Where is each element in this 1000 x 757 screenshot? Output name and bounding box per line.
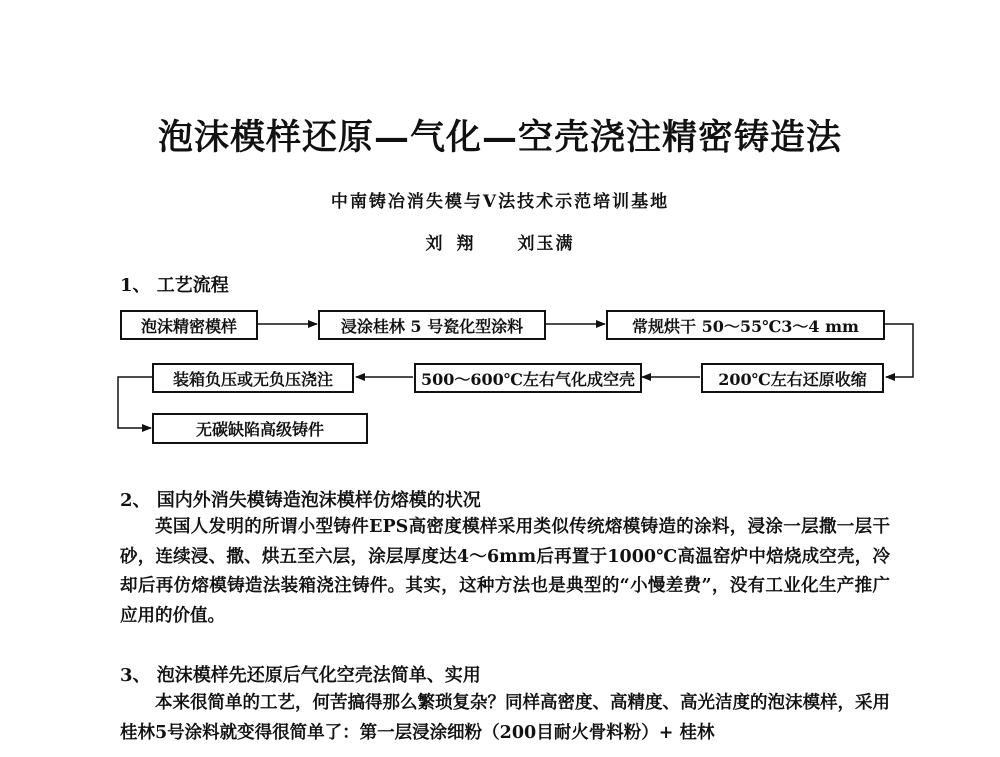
- section-2-heading: 2、 国内外消失模铸造泡沫模样仿熔模的状况: [120, 490, 481, 511]
- arrow-6-7: [118, 377, 152, 428]
- flow-step-4: 200℃左右还原收缩: [701, 363, 884, 393]
- affiliation: 中南铸冶消失模与V法技术示范培训基地: [330, 192, 670, 212]
- section-1-heading: 1、 工艺流程: [120, 275, 229, 296]
- section-2-paragraph: [120, 513, 890, 631]
- arrow-3-4: [885, 324, 913, 377]
- author-2: 刘玉满: [517, 234, 575, 254]
- paragraph-text: 本来很简单的工艺，何苦搞得那么繁琐复杂？同样高密度、高精度、高光洁度的泡沫模样，采用桂林5号涂料就变得很简单了：第一层浸涂细粉（200目耐火骨料粉）+ 桂林: [120, 693, 890, 743]
- page-title: 泡沫模样还原—气化—空壳浇注精密铸造法: [157, 117, 842, 158]
- flow-step-7: 无碳缺陷高级铸件: [152, 413, 368, 444]
- author-1: 刘翔: [425, 234, 488, 254]
- paragraph-text: 英国人发明的所谓小型铸件EPS高密度模样采用类似传统熔模铸造的涂料，浸涂一层撒一层干砂，连续浸、撒、烘五至六层，涂层厚度达4～6mm后再置于1000℃高温窑炉中焙烧成空壳，冷却后再仿熔模铸造法装箱浇注铸件。其实，这种方法也是典型的“小慢差费”，没有工业化生产推广应用的价值。: [120, 517, 890, 626]
- section-3-paragraph: [120, 689, 890, 748]
- section-3-heading: 3、 泡沫模样先还原后气化空壳法简单、实用: [120, 665, 481, 686]
- flow-step-5: 500～600℃左右气化成空壳: [414, 363, 642, 393]
- flow-step-3: 常规烘干 50～55℃3～4 mm: [606, 310, 885, 340]
- flow-step-6: 装箱负压或无负压浇注: [152, 363, 354, 393]
- flow-step-1: 泡沫精密模样: [120, 310, 258, 340]
- flow-step-2: 浸涂桂林 5 号瓷化型涂料: [318, 310, 546, 340]
